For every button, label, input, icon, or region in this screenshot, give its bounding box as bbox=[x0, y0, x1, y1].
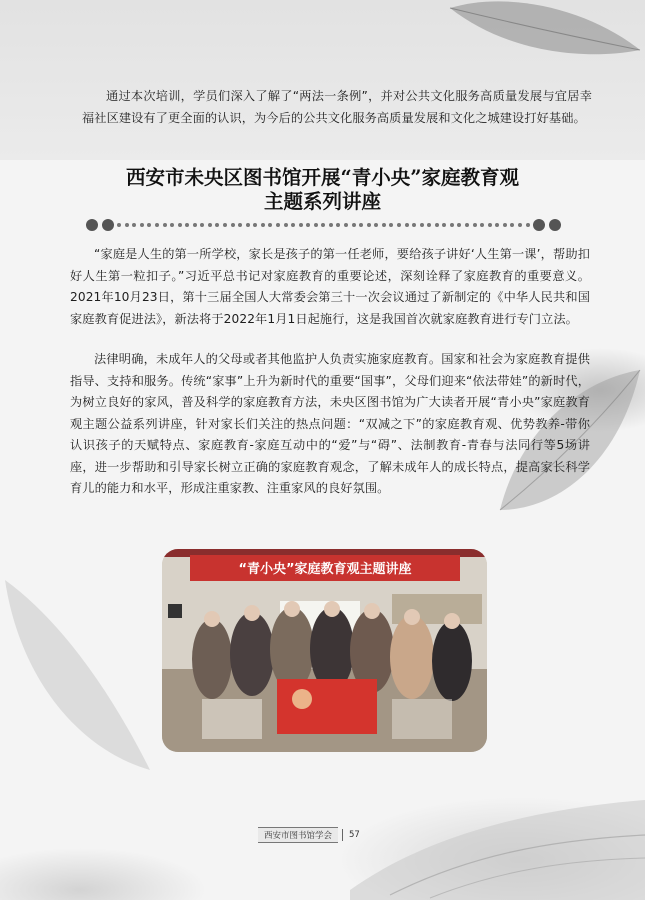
divider-dot bbox=[231, 223, 235, 227]
divider-dot bbox=[178, 223, 182, 227]
divider-dot bbox=[473, 223, 477, 227]
divider-dot bbox=[246, 223, 250, 227]
divider-dot-large bbox=[533, 219, 545, 231]
footer-label: 西安市图书馆学会 bbox=[258, 827, 338, 843]
red-flag bbox=[277, 679, 377, 734]
leaf-decoration-top-right bbox=[440, 0, 645, 80]
divider-dot bbox=[132, 223, 136, 227]
divider-dot bbox=[147, 223, 151, 227]
title-divider bbox=[86, 218, 561, 232]
divider-dot bbox=[495, 223, 499, 227]
divider-dot bbox=[405, 223, 409, 227]
divider-dot bbox=[140, 223, 144, 227]
leaf-shape bbox=[450, 1, 640, 54]
divider-dot bbox=[382, 223, 386, 227]
divider-dot bbox=[223, 223, 227, 227]
divider-dot bbox=[306, 223, 310, 227]
divider-dot bbox=[367, 223, 371, 227]
intro-paragraph: 通过本次培训，学员们深入了解了“两法一条例”，并对公共文化服务高质量发展与宜居幸福社区建设有了更全面的认识，为今后的公共文化服务高质量发展和文化之城建设打好基础。 bbox=[82, 89, 592, 125]
divider-dot bbox=[238, 223, 242, 227]
divider-dot bbox=[457, 223, 461, 227]
divider-dot bbox=[284, 223, 288, 227]
flag-emblem bbox=[292, 689, 312, 709]
page-footer bbox=[258, 827, 366, 843]
divider-dot bbox=[253, 223, 257, 227]
divider-dot bbox=[359, 223, 363, 227]
divider-dot bbox=[314, 223, 318, 227]
divider-dot bbox=[427, 223, 431, 227]
divider-dot bbox=[480, 223, 484, 227]
divider-dot bbox=[442, 223, 446, 227]
divider-dot bbox=[389, 223, 393, 227]
page-number: 57 bbox=[342, 829, 366, 841]
divider-dot bbox=[215, 223, 219, 227]
divider-dot bbox=[125, 223, 129, 227]
divider-dot bbox=[321, 223, 325, 227]
divider-dot bbox=[185, 223, 189, 227]
divider-dot bbox=[299, 223, 303, 227]
article-title bbox=[0, 166, 645, 214]
divider-dot bbox=[117, 223, 121, 227]
speaker-left bbox=[168, 604, 182, 618]
divider-dot bbox=[193, 223, 197, 227]
divider-dot bbox=[503, 223, 507, 227]
divider-dot bbox=[208, 223, 212, 227]
divider-dot bbox=[261, 223, 265, 227]
divider-dot bbox=[510, 223, 514, 227]
divider-dot-large bbox=[102, 219, 114, 231]
divider-dot bbox=[329, 223, 333, 227]
divider-dot bbox=[526, 223, 530, 227]
divider-dot bbox=[412, 223, 416, 227]
divider-dot bbox=[170, 223, 174, 227]
book-page bbox=[350, 800, 645, 900]
group-photo bbox=[162, 549, 487, 752]
article-title-line1: 西安市未央区图书馆开展“青小央”家庭教育观 bbox=[126, 166, 519, 189]
divider-dot bbox=[488, 223, 492, 227]
leaf-shape bbox=[5, 580, 150, 770]
divider-dot bbox=[420, 223, 424, 227]
divider-dot bbox=[344, 223, 348, 227]
divider-dot bbox=[518, 223, 522, 227]
divider-dot bbox=[336, 223, 340, 227]
divider-dot bbox=[397, 223, 401, 227]
divider-dot bbox=[291, 223, 295, 227]
divider-dot bbox=[163, 223, 167, 227]
divider-dot bbox=[200, 223, 204, 227]
article-paragraph-1: “家庭是人生的第一所学校，家长是孩子的第一任老师，要给孩子讲好‘人生第一课’，帮助扣好人生第一粒扣子。”习近平总书记对家庭教育的重要论述，深刻诠释了家庭教育的重要意义。2021年10月23日，第十三届全国人大常委会第三十一次会议通过了新制定的《中华人民共和国家庭教育促进法》，新法将于2022年1月1日起施行，这是我国首次就家庭教育进行专门立法。 bbox=[70, 247, 590, 326]
divider-dot bbox=[465, 223, 469, 227]
divider-dot-large bbox=[549, 219, 561, 231]
divider-dot-large bbox=[86, 219, 98, 231]
article-title-line2: 主题系列讲座 bbox=[263, 190, 381, 213]
divider-dot bbox=[374, 223, 378, 227]
divider-dot bbox=[268, 223, 272, 227]
divider-dot bbox=[435, 223, 439, 227]
divider-dot bbox=[450, 223, 454, 227]
leaf-decoration-left bbox=[0, 560, 160, 780]
divider-dot bbox=[155, 223, 159, 227]
group-photo-illustration bbox=[162, 549, 487, 752]
divider-dot bbox=[276, 223, 280, 227]
article-paragraph-2: 法律明确，未成年人的父母或者其他监护人负责实施家庭教育。国家和社会为家庭教育提供指导、支持和服务。传统“家事”上升为新时代的重要“国事”，父母们迎来“依法带娃”的新时代，为树立良好的家风，普及科学的家庭教育方法，未央区图书馆为广大读者开展“青小央”家庭教育观主题公益系列讲座，针对家长们关注的热点问题：“双减之下”的家庭教育观、优势教养-带你认识孩子的天赋特点、家庭教育-家庭互动中的“爱”与“碍”、法制教育-青春与法同行等5场讲座，进一步帮助和引导家长树立正确的家庭教育观念，了解未成年人的成长特点，提高家长科学育儿的能力和水平，形成注重家教、注重家风的良好氛围。 bbox=[70, 352, 590, 495]
divider-dot bbox=[352, 223, 356, 227]
photo-banner-text: “青小央”家庭教育观主题讲座 bbox=[238, 562, 412, 577]
